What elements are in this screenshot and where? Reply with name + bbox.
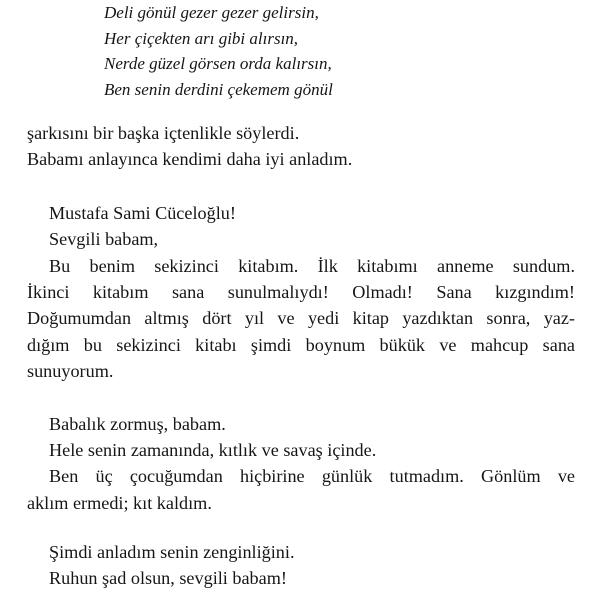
paragraph-dedication <box>27 253 575 384</box>
paragraph-closing <box>27 539 575 591</box>
paragraph-address <box>27 200 575 252</box>
text-line: dığım bu sekizinci kitabı şimdi boynum bükük ve mahcup sana <box>27 334 575 355</box>
text-line: Bu benim sekizinci kitabım. İlk kitabımı anneme sundum. <box>49 256 575 276</box>
text-line: Ben üç çocuğumdan hiçbirine günlük tutmadım. Gönlüm ve <box>49 466 575 487</box>
text-line: Mustafa Sami Cüceloğlu! <box>49 203 236 223</box>
poem-line: Nerde güzel görsen orda kalırsın, <box>104 54 332 73</box>
text-line: şarkısını bir başka içtenlikle söylerdi. <box>27 123 300 143</box>
text-line: Doğumumdan altmış dört yıl ve yedi kitap yazdıktan sonra, yaz- <box>27 308 575 329</box>
poem-stanza <box>104 0 544 102</box>
paragraph-song <box>27 120 575 172</box>
poem-line: Deli gönül gezer gezer gelirsin, <box>104 3 319 22</box>
text-line: Babalık zormuş, babam. <box>49 414 226 434</box>
text-line: sunuyorum. <box>27 360 114 381</box>
text-line: aklım ermedi; kıt kaldım. <box>27 492 212 513</box>
paragraph-fatherhood <box>27 411 575 516</box>
text-line: İkinci kitabım sana sunulmalıydı! Olmadı! Sana kızgındım! <box>27 282 575 303</box>
text-line: Ruhun şad olsun, sevgili babam! <box>49 568 287 589</box>
poem-line: Her çiçekten arı gibi alırsın, <box>104 28 299 48</box>
text-line: Sevgili babam, <box>49 229 159 250</box>
text-line: Hele senin zamanında, kıtlık ve savaş içinde. <box>49 440 377 461</box>
text-line: Şimdi anladım senin zenginliğini. <box>49 542 295 562</box>
poem-line: Ben senin derdini çekemem gönül <box>104 79 333 99</box>
text-line: Babamı anlayınca kendimi daha iyi anladım. <box>27 149 353 170</box>
